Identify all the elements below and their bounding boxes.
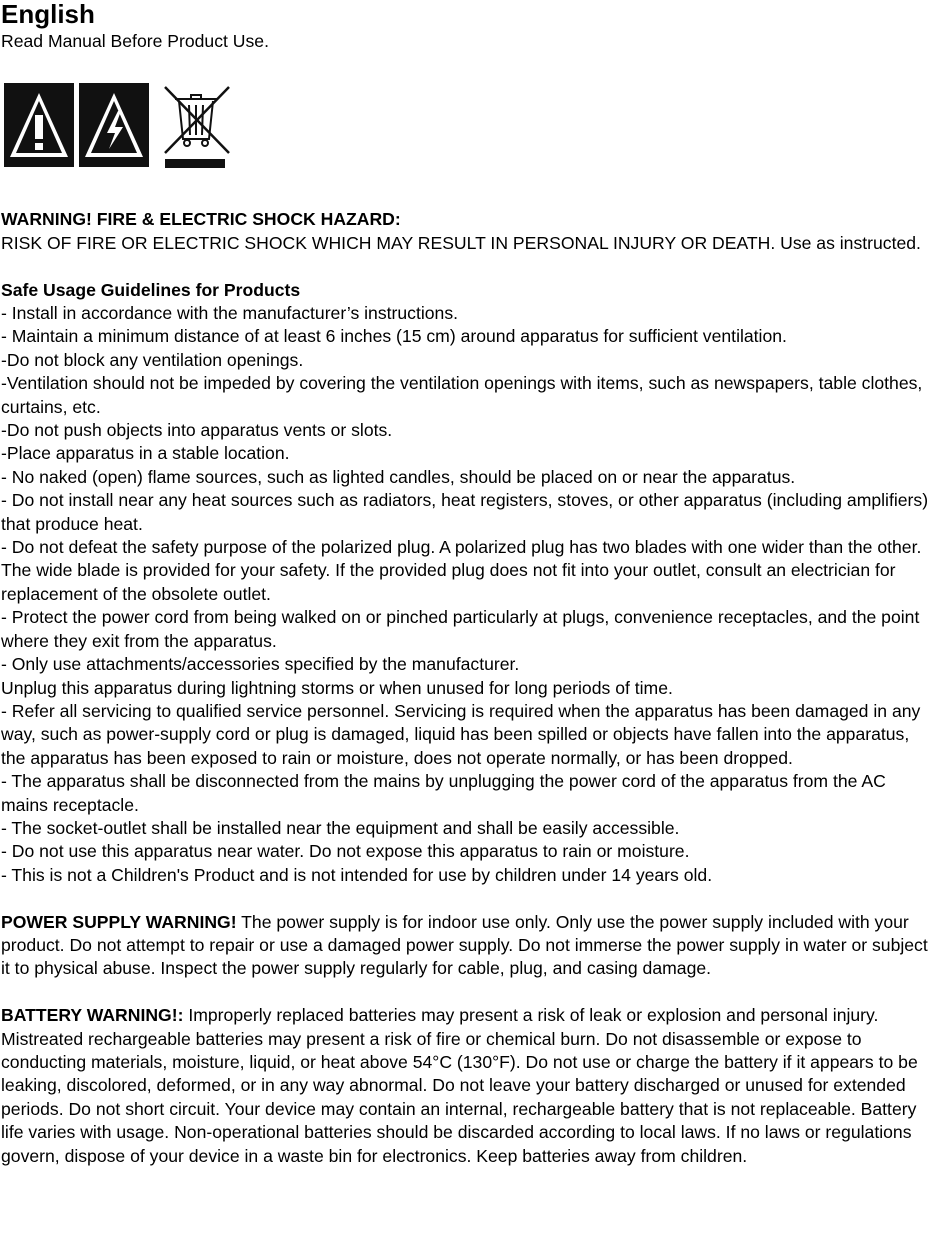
list-item: - The apparatus shall be disconnected from the mains by unplugging the power cord of the apparatus from the AC mains receptacle. (1, 771, 886, 815)
list-item: - Install in accordance with the manufacturer’s instructions. (1, 303, 458, 324)
power-supply-heading: POWER SUPPLY WARNING! (1, 911, 237, 932)
battery-body: Improperly replaced batteries may present a risk of leak or explosion and personal injury. Mistreated rechargeable batteries may present a risk of fire or chemical burn. Do not disassemble or expose to conducting materials, moisture, liquid, or heat above 54°C (130°F). Do not use or charge the battery if it appears to be leaking, discolored, deformed, or in any way abnormal. Do not leave your battery discharged or unused for extended periods. Do not short circuit. Your device may contain an internal, rechargeable battery that is not replaceable. Battery life varies with usage. Non-operational batteries should be discarded according to local laws. If no laws or regulations govern, dispose of your device in a waste bin for electronics. Keep batteries away from children. (1, 1005, 918, 1166)
list-item: Unplug this apparatus during lightning storms or when unused for long periods of time. (1, 677, 673, 698)
list-item: - The socket-outlet shall be installed near the equipment and shall be easily accessible. (1, 817, 680, 838)
hazard-heading: WARNING! FIRE & ELECTRIC SHOCK HAZARD: (1, 209, 401, 230)
battery-heading: BATTERY WARNING!: (1, 1005, 184, 1026)
list-item: -Do not push objects into apparatus vents or slots. (1, 420, 393, 441)
list-item: - Maintain a minimum distance of at least 6 inches (15 cm) around apparatus for sufficient ventilation. (1, 326, 787, 347)
weee-crossed-bin-icon (157, 83, 235, 171)
fire-shock-hazard-section (1, 208, 936, 255)
language-heading: English (1, 0, 95, 29)
read-manual-note: Read Manual Before Product Use. (1, 31, 269, 51)
list-item: - This is not a Children's Product and is not intended for use by children under 14 years old. (1, 864, 713, 885)
list-item: - Do not install near any heat sources such as radiators, heat registers, stoves, or other apparatus (including amplifiers) that produce heat. (1, 490, 929, 534)
list-item: - Do not use this apparatus near water. Do not expose this apparatus to rain or moisture. (1, 841, 690, 862)
list-item: - Do not defeat the safety purpose of the polarized plug. A polarized plug has two blades with one wider than the other. The wide blade is provided for your safety. If the provided plug does not fit into your outlet, consult an electrician for replacement of the obsolete outlet. (1, 537, 922, 604)
electric-shock-warning-icon (79, 83, 149, 167)
list-item: - Only use attachments/accessories specified by the manufacturer. (1, 654, 520, 675)
battery-warning-section (1, 1004, 936, 1168)
guidelines-heading: Safe Usage Guidelines for Products (1, 279, 301, 300)
list-item: - No naked (open) flame sources, such as lighted candles, should be placed on or near the apparatus. (1, 466, 796, 487)
safe-usage-section (1, 279, 936, 888)
list-item: -Ventilation should not be impeded by covering the ventilation openings with items, such as newspapers, table clothes, curtains, etc. (1, 373, 923, 417)
list-item: - Refer all servicing to qualified service personnel. Servicing is required when the apparatus has been damaged in any way, such as power-supply cord or plug is damaged, liquid has been spilled or objects have fallen into the apparatus, the apparatus has been exposed to rain or moisture, does not operate normally, or has been dropped. (1, 700, 921, 768)
general-warning-icon (4, 83, 74, 167)
safety-icons-row (1, 83, 936, 175)
list-item: - Protect the power cord from being walked on or pinched particularly at plugs, convenience receptacles, and the point where they exit from the apparatus. (1, 607, 920, 651)
power-supply-warning-section (1, 911, 936, 981)
power-supply-body: The power supply is for indoor use only. Only use the power supply included with your product. Do not attempt to repair or use a damaged power supply. Do not immerse the power supply in water or subject it to physical abuse. Inspect the power supply regularly for cable, plug, and casing damage. (1, 911, 928, 979)
guidelines-list (1, 302, 936, 887)
list-item: -Place apparatus in a stable location. (1, 443, 290, 464)
list-item: -Do not block any ventilation openings. (1, 349, 304, 370)
hazard-body: RISK OF FIRE OR ELECTRIC SHOCK WHICH MAY RESULT IN PERSONAL INJURY OR DEATH. Use as instructed. (1, 232, 921, 253)
